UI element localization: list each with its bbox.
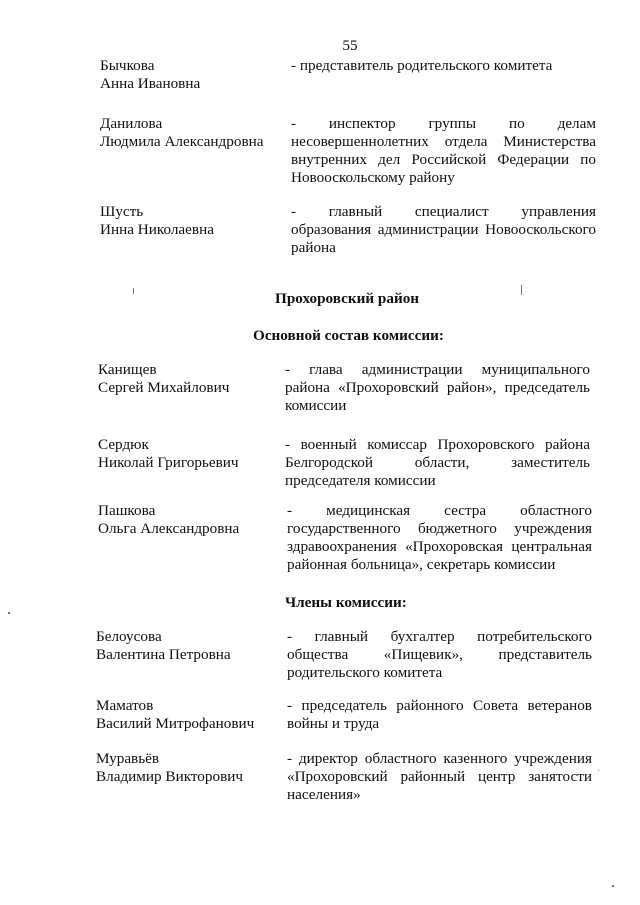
- role-word: глава: [309, 361, 343, 378]
- role-line: [287, 750, 592, 768]
- person-role: [285, 436, 590, 490]
- person-role: [291, 115, 596, 187]
- person-given-names: Владимир Викторович: [96, 768, 244, 785]
- role-word: делам: [557, 115, 596, 132]
- role-word: -: [287, 628, 293, 645]
- role-line: районная больница», секретарь комиссии: [287, 556, 556, 573]
- role-word: -: [287, 502, 293, 519]
- person-surname: Бычкова: [100, 57, 155, 74]
- person-role: [285, 361, 590, 415]
- role-word: заместитель: [511, 454, 590, 471]
- role-word: управления: [521, 203, 596, 220]
- person-role: [287, 750, 592, 804]
- person-role: [287, 697, 592, 733]
- scan-speck: [8, 612, 10, 614]
- person-name: [98, 361, 278, 397]
- role-word: внутренних: [291, 151, 368, 168]
- role-word: учреждения: [514, 520, 592, 537]
- role-word: здравоохранения: [287, 538, 397, 555]
- person-name: [100, 203, 280, 239]
- page-number: 55: [342, 37, 358, 54]
- role-line: [291, 221, 596, 239]
- role-word: главный: [314, 628, 369, 645]
- person-given-names: Людмила Александровна: [100, 133, 264, 150]
- scan-speck: [598, 770, 599, 771]
- role-word: Новооскольского: [485, 221, 596, 238]
- role-word: общества: [287, 646, 349, 663]
- person-surname: Муравьёв: [96, 750, 160, 767]
- role-line: [285, 436, 590, 454]
- role-word: председатель: [301, 697, 387, 714]
- role-word: государственного: [287, 520, 401, 537]
- person-surname: Сердюк: [98, 436, 149, 453]
- person-name: [96, 750, 276, 786]
- person-surname: Канищев: [98, 361, 157, 378]
- role-line: [291, 133, 596, 151]
- role-word: -: [287, 750, 293, 767]
- role-word: специалист: [414, 203, 489, 220]
- role-word: потребительского: [477, 628, 592, 645]
- role-word: Российской: [411, 151, 487, 168]
- role-line: [287, 538, 592, 556]
- role-word: администрации: [361, 361, 463, 378]
- role-line: [291, 115, 596, 133]
- role-word: центральная: [511, 538, 592, 555]
- role-word: -: [291, 203, 297, 220]
- role-word: дел: [378, 151, 401, 168]
- role-word: -: [285, 361, 291, 378]
- person-surname: Шусть: [100, 203, 144, 220]
- person-name: [96, 628, 276, 664]
- role-word: председатель: [504, 379, 590, 396]
- role-line: [285, 379, 590, 397]
- role-word: бюджетного: [417, 520, 497, 537]
- role-line: [287, 502, 592, 520]
- role-word: район»,: [446, 379, 497, 396]
- person-name: [100, 57, 280, 93]
- role-word: «Прохоровский: [338, 379, 439, 396]
- role-line: района: [291, 239, 336, 256]
- role-word: учреждения: [514, 750, 592, 767]
- role-line: [287, 628, 592, 646]
- role-word: центр: [477, 768, 516, 785]
- role-line: родительского комитета: [287, 664, 443, 681]
- role-word: отдела: [444, 133, 488, 150]
- role-line: [287, 768, 592, 786]
- role-word: областного: [364, 750, 437, 767]
- main-section-title: Основной состав комиссии:: [253, 327, 444, 344]
- role-word: Белгородской: [285, 454, 374, 471]
- role-line: войны и труда: [287, 715, 380, 732]
- scan-speck: [133, 288, 134, 294]
- role-line: [287, 520, 592, 538]
- person-role: [287, 628, 592, 682]
- role-word: образования: [291, 221, 372, 238]
- person-given-names: Валентина Петровна: [96, 646, 231, 663]
- role-word: -: [291, 115, 297, 132]
- role-word: -: [287, 697, 293, 714]
- role-line: [285, 454, 590, 472]
- person-name: [100, 115, 280, 151]
- role-line: [287, 697, 592, 715]
- person-given-names: Василий Митрофанович: [96, 715, 255, 732]
- role-word: -: [285, 436, 291, 453]
- role-word: «Пищевик»,: [383, 646, 463, 663]
- role-line: [287, 646, 592, 664]
- person-surname: Данилова: [100, 115, 163, 132]
- role-word: директор: [298, 750, 358, 767]
- role-word: района: [285, 379, 330, 396]
- role-word: занятости: [528, 768, 592, 785]
- person-given-names: Ольга Александровна: [98, 520, 240, 537]
- role-line: Новооскольскому району: [291, 169, 455, 186]
- scan-speck: [521, 285, 522, 295]
- role-word: области,: [414, 454, 470, 471]
- role-word: областного: [520, 502, 592, 519]
- person-given-names: Сергей Михайлович: [98, 379, 230, 396]
- person-role: [291, 203, 596, 257]
- role-word: группы: [428, 115, 477, 132]
- role-word: муниципального: [481, 361, 590, 378]
- person-surname: Белоусова: [96, 628, 162, 645]
- role-word: представитель: [498, 646, 592, 663]
- person-role: [291, 57, 596, 75]
- role-word: Совета: [473, 697, 519, 714]
- person-role: [287, 502, 592, 574]
- role-word: сестра: [444, 502, 487, 519]
- role-word: Министерства: [503, 133, 596, 150]
- person-surname: Маматов: [96, 697, 154, 714]
- person-name: [98, 502, 278, 538]
- scan-speck: [612, 885, 614, 887]
- role-line: [291, 203, 596, 221]
- role-word: «Прохоровский: [287, 768, 388, 785]
- role-line: председателя комиссии: [285, 472, 436, 489]
- role-word: районный: [400, 768, 466, 785]
- role-word: Федерации: [497, 151, 570, 168]
- role-word: медицинская: [326, 502, 411, 519]
- person-given-names: Инна Николаевна: [100, 221, 214, 238]
- district-title: Прохоровский район: [275, 290, 420, 307]
- role-word: районного: [396, 697, 464, 714]
- role-word: Прохоровского: [437, 436, 535, 453]
- role-word: комиссар: [367, 436, 427, 453]
- role-line: [285, 361, 590, 379]
- role-word: казенного: [443, 750, 508, 767]
- role-line: населения»: [287, 786, 361, 803]
- person-given-names: Анна Ивановна: [100, 75, 201, 92]
- role-word: несовершеннолетних: [291, 133, 429, 150]
- role-word: инспектор: [328, 115, 396, 132]
- members-section-title: Члены комиссии:: [285, 594, 407, 611]
- person-name: [96, 697, 276, 733]
- role-word: главный: [328, 203, 383, 220]
- role-line: - представитель родительского комитета: [291, 57, 553, 74]
- role-line: комиссии: [285, 397, 347, 414]
- role-word: района: [545, 436, 590, 453]
- role-word: по: [580, 151, 596, 168]
- role-word: администрации: [377, 221, 479, 238]
- role-word: «Прохоровская: [405, 538, 503, 555]
- person-surname: Пашкова: [98, 502, 156, 519]
- role-word: ветеранов: [527, 697, 592, 714]
- role-word: по: [509, 115, 525, 132]
- role-word: бухгалтер: [390, 628, 455, 645]
- role-word: военный: [300, 436, 357, 453]
- person-name: [98, 436, 278, 472]
- role-line: [291, 151, 596, 169]
- person-given-names: Николай Григорьевич: [98, 454, 239, 471]
